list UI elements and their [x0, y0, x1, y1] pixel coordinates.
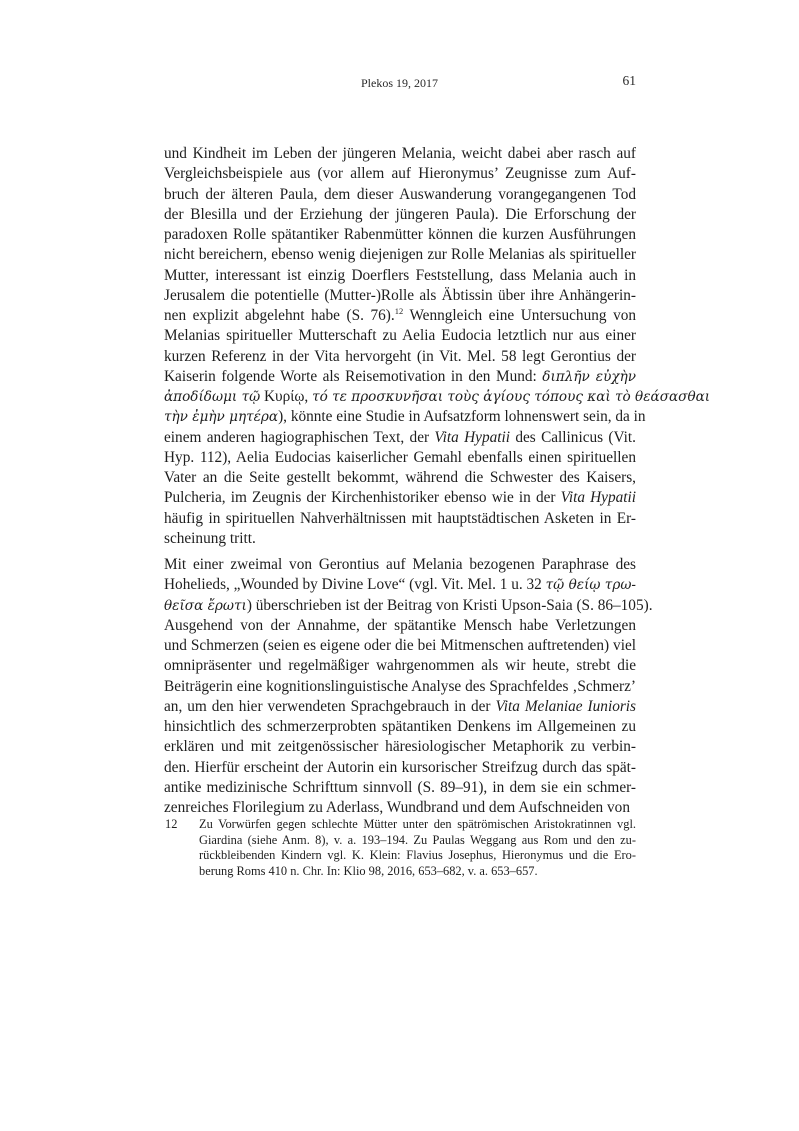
footnote-reference[interactable]: 12: [394, 306, 404, 316]
greek-quote: ἀποδίδωμι τῷ: [164, 389, 261, 405]
greek-quote: τό τε προσκυνῆσαι τοὺς ἁγίους τόπους καὶ τὸ θεάσασθαι: [312, 389, 711, 405]
footnote-number: 12: [165, 817, 178, 831]
greek-quote: θεῖσα ἔρωτι: [164, 597, 247, 614]
footnotes: [164, 817, 636, 879]
text-line: scheinung tritt.: [164, 529, 256, 547]
text-line: erklären und mit zeitgenössischer häresiologischer Metaphorik zu verbin-: [164, 738, 636, 756]
italic-title: Vita Hypatii: [434, 428, 510, 446]
text-line: omnipräsenter und regelmäßiger wahrgenommen als wir heute, strebt die: [164, 657, 636, 675]
text-run: ), könnte eine Studie in Aufsatzform lohnenswert sein, da in: [278, 408, 646, 426]
text-line: und Kindheit im Leben der jüngeren Melania, weicht dabei aber rasch auf: [164, 145, 636, 162]
text-line: [164, 596, 653, 616]
footnote-text: [199, 817, 636, 879]
page-number: 61: [622, 73, 636, 88]
text-line: antike medizinische Schrifttum sinnvoll (S. 89–91), in dem sie ein schmer-: [164, 778, 636, 796]
text-run: Hohelieds, „Wounded by Divine Love“ (vgl. Vit. Mel. 1 u. 32: [164, 576, 546, 594]
running-head: [0, 73, 799, 93]
main-text: [164, 144, 711, 818]
text-line: [164, 407, 646, 427]
text-run: Kaiserin folgende Worte als Reisemotivation in den Mund:: [164, 367, 543, 385]
text-line: häufig in spirituellen Nahverhältnissen mit hauptstädtischen Asketen in Er-: [164, 509, 636, 527]
paragraph: [164, 144, 711, 549]
text-line: kurzen Referenz in der Vita hervorgeht (in Vit. Mel. 58 legt Gerontius der: [164, 347, 636, 365]
text-line: Ausgehend von der Annahme, der spätantike Mensch habe Verletzungen: [164, 616, 636, 634]
paragraph: [164, 555, 653, 818]
text-line: [164, 697, 636, 717]
text-line: [164, 428, 636, 448]
text-line: Mit einer zweimal von Gerontius auf Melania bezogenen Paraphrase des: [164, 556, 636, 573]
greek-quote: τῷ θείῳ τρω-: [545, 577, 636, 594]
text-line: bruch der älteren Paula, dem dieser Auswanderung vorangegangenen Tod: [164, 185, 636, 203]
text-run: Κυρίῳ,: [260, 388, 313, 405]
footnote: [164, 817, 636, 879]
text-run: nen explizit abgelehnt habe (S. 76).: [164, 307, 395, 324]
greek-quote: διπλῆν εὐχὴν: [542, 368, 636, 385]
text-line: Zu Vorwürfen gegen schlechte Mütter unter den spätrömischen Aristokratinnen vgl.: [199, 817, 636, 831]
greek-quote: τὴν ἐμὴν μητέρα: [164, 409, 279, 426]
text-line: und Schmerzen (seien es eigene oder die bei Mitmenschen auftretenden) viel: [164, 637, 636, 654]
journal-title: Plekos 19, 2017: [360, 76, 438, 90]
text-line: den. Hierfür erscheint der Autorin ein kursorischer Streifzug durch das spät-: [164, 758, 636, 776]
text-line: Vater an die Seite gestellt bekommt, während die Schwester des Kaisers,: [164, 469, 636, 486]
text-run: ) überschrieben ist der Beitrag von Kristi Upson-Saia (S. 86–105).: [246, 596, 653, 614]
text-run: Pulcheria, im Zeugnis der Kirchenhistoriker ebenso wie in der: [164, 489, 561, 507]
text-line: [164, 367, 636, 387]
text-line: hinsichtlich des schmerzerprobten spätantiken Denkens im Allgemeinen zu: [164, 718, 636, 735]
text-line: [164, 387, 711, 407]
text-run: des Callinicus (Vit.: [510, 428, 636, 446]
text-line: Vergleichsbeispiele aus (vor allem auf Hieronymus’ Zeugnisse zum Auf-: [164, 165, 636, 183]
text-line: Jerusalem die potentielle (Mutter-)Rolle als Äbtissin über ihre Anhängerin-: [164, 286, 636, 304]
italic-title: Vita Melaniae Iunioris: [495, 697, 636, 715]
text-line: zenreiches Florilegium zu Aderlass, Wundbrand und dem Aufschneiden von: [164, 799, 630, 816]
text-line: rückbleibenden Kindern vgl. K. Klein: Flavius Josephus, Hieronymus und die Ero-: [199, 848, 636, 863]
text-run: Wenngleich eine Untersuchung von: [403, 307, 637, 324]
text-line: Giardina (siehe Anm. 8), v. a. 193–194. Zu Paulas Weggang aus Rom und den zu-: [199, 832, 636, 847]
text-line: der Blesilla und der Erziehung der jüngeren Paula). Die Erforschung der: [164, 205, 636, 223]
text-line: paradoxen Rolle spätantiker Rabenmütter können die kurzen Ausführungen: [164, 226, 636, 243]
text-line: [164, 306, 636, 326]
text-line: Melanias spiritueller Mutterschaft zu Aelia Eudocia letztlich nur aus einer: [164, 327, 636, 345]
italic-title: Vita Hypatii: [560, 489, 636, 507]
text-line: Mutter, interessant ist einzig Doerflers Feststellung, dass Melania auch in: [164, 266, 636, 284]
text-run: einem anderen hagiographischen Text, der: [164, 428, 435, 446]
text-line: nicht bereichern, ebenso wenig diejenigen zur Rolle Melanias als spiritueller: [164, 246, 636, 264]
text-line: [164, 488, 636, 508]
text-line: [164, 575, 636, 595]
text-line: Beiträgerin eine kognitionslinguistische Analyse des Sprachfeldes ‚Schmerz’: [164, 677, 636, 695]
text-line: berung Roms 410 n. Chr. In: Klio 98, 2016, 653–682, v. a. 653–657.: [199, 863, 538, 878]
text-run: an, um den hier verwendeten Sprachgebrauch in der: [164, 697, 496, 715]
text-line: Hyp. 112), Aelia Eudocias kaiserlicher Gemahl ebenfalls einen spirituellen: [164, 448, 636, 466]
